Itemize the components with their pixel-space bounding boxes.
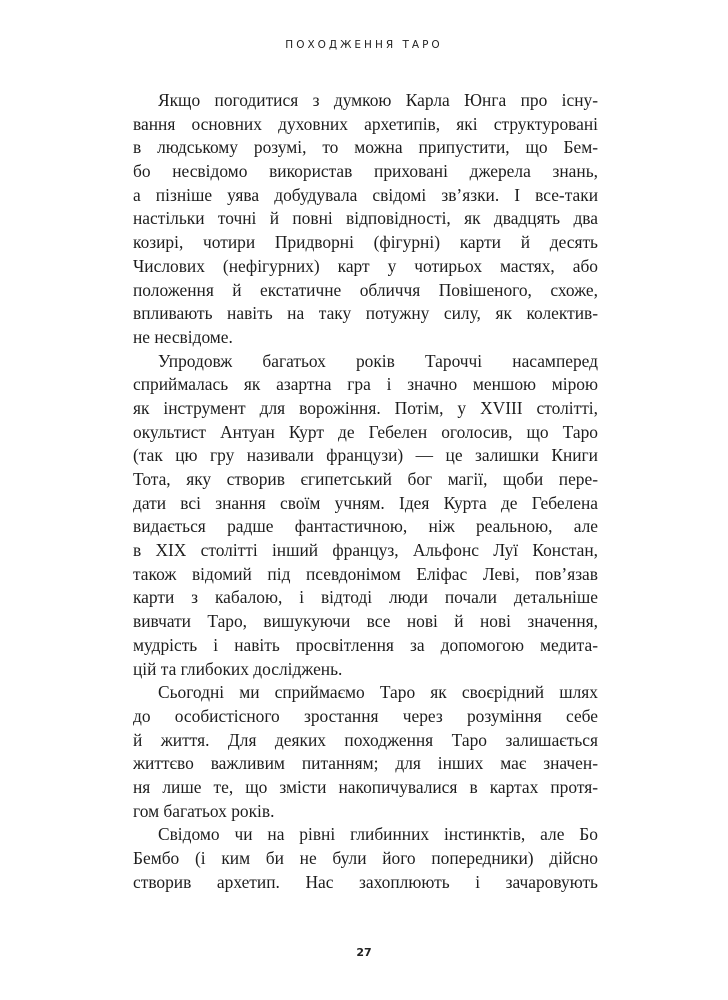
text-line: настільки точні й повні відповідності, як двадцять два (133, 208, 598, 229)
text-line: Сьогодні ми сприймаємо Таро як своєрідний шлях (158, 682, 598, 703)
text-line: як інструмент для ворожіння. Потім, у XVIII столітті, (133, 397, 598, 418)
body-text (133, 89, 598, 894)
text-line: життєво важливим питанням; для інших має значен- (133, 753, 598, 774)
text-line: вивчати Таро, вишукуючи все нові й нові значення, (133, 611, 598, 632)
text-line: Якщо погодитися з думкою Карла Юнга про існу- (158, 90, 598, 110)
text-line: не несвідоме. (133, 326, 233, 347)
page-number: 27 (356, 946, 372, 959)
text-line: (так цю гру називали французи) — це залишки Книги (133, 445, 598, 466)
text-line: дати всі знання своїм учням. Ідея Курта де Гебелена (133, 492, 598, 513)
paragraph (133, 823, 598, 894)
text-line: створив архетип. Нас захоплюють і зачаровують (133, 871, 598, 892)
text-line: цій та глибоких досліджень. (133, 658, 343, 679)
text-line: бо несвідомо використав приховані джерела знань, (133, 161, 598, 182)
text-line: в людському розумі, то можна припустити, що Бем- (133, 137, 598, 158)
text-line: гом багатьох років. (133, 800, 275, 821)
text-line: Упродовж багатьох років Тароччі насамперед (158, 350, 598, 371)
paragraph (133, 89, 598, 350)
paragraph (133, 350, 598, 682)
text-line: й життя. Для деяких походження Таро залишається (133, 729, 598, 750)
text-line: Свідомо чи на рівні глибинних інстинктів, але Бо (158, 824, 598, 845)
text-line: а пізніше уява добудувала свідомі зв’язки. І все-таки (133, 184, 598, 205)
text-line: Бембо (і ким би не були його попередники) дійсно (133, 848, 598, 868)
text-line: до особистісного зростання через розуміння себе (133, 705, 598, 726)
paragraph (133, 681, 598, 823)
text-line: вання основних духовних архетипів, які структуровані (133, 113, 598, 134)
text-line: положення й екстатичне обличчя Повішеного, схоже, (133, 279, 598, 300)
text-line: Числових (нефігурних) карт у чотирьох мастях, або (133, 255, 598, 276)
text-line: карти з кабалою, і відтоді люди почали детальніше (133, 587, 598, 608)
running-head: ПОХОДЖЕННЯ ТАРО (285, 39, 443, 51)
text-line: Тота, яку створив єгипетський бог магії, щоби пере- (133, 469, 598, 489)
text-line: також відомий під псевдонімом Еліфас Леві, пов’язав (133, 563, 598, 584)
text-line: окультист Антуан Курт де Гебелен оголосив, що Таро (133, 421, 598, 442)
text-line: в XIX столітті інший француз, Альфонс Луї Констан, (133, 540, 598, 561)
text-line: впливають навіть на таку потужну силу, як колектив- (133, 303, 598, 324)
text-line: сприймалась як азартна гра і значно меншою мірою (133, 374, 598, 395)
text-line: козирі, чотири Придворні (фігурні) карти й десять (133, 232, 598, 253)
text-line: мудрість і навіть просвітлення за допомогою медита- (133, 634, 598, 655)
text-line: видається радше фантастичною, ніж реальною, але (133, 516, 598, 537)
text-line: ня лише те, що змісти накопичувалися в картах протя- (133, 776, 598, 797)
